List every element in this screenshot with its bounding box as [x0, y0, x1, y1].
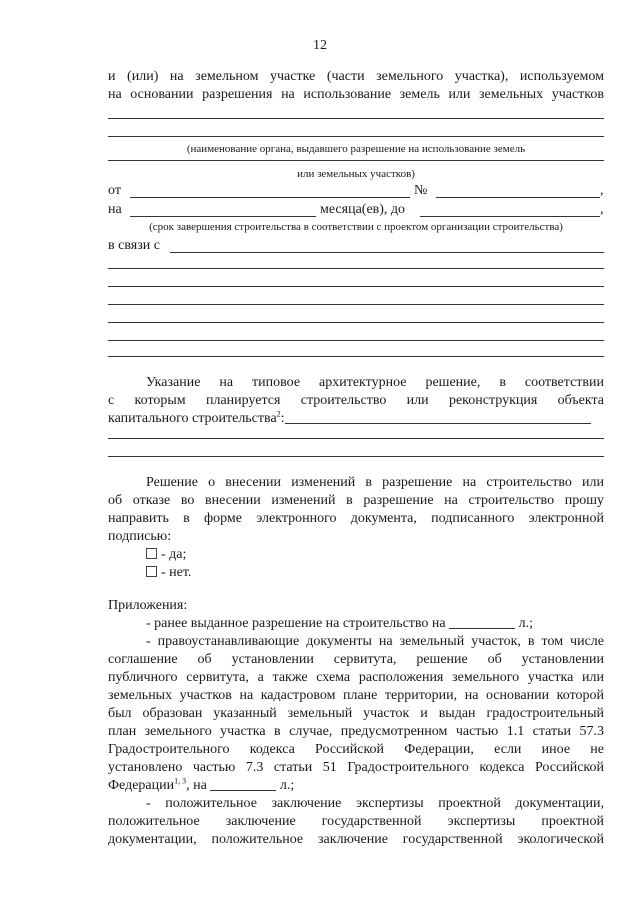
intro-line-1: и (или) на земельном участке (части земельного участка), используемом	[108, 69, 604, 84]
organ-fill-line-1	[108, 118, 604, 119]
checkbox-yes[interactable]	[146, 548, 157, 559]
appendix-item-2	[108, 633, 604, 795]
appendix-1-line: - ранее выданное разрешение на строительство на л.;	[146, 616, 534, 631]
months-label: месяца(ев), до	[320, 202, 406, 217]
appendix-2-line-5: был образован указанный земельный участок и выдан градостроительный	[108, 706, 604, 721]
from-label: от	[108, 183, 121, 198]
appendix-2-line-3: публичного сервитута, а также схема расположения земельного участка или	[108, 670, 604, 685]
option-yes-label: - да;	[161, 547, 187, 562]
reason-fill-line-1	[108, 268, 604, 269]
request-line-1: Решение о внесении изменений в разрешение на строительство или	[146, 475, 604, 490]
reason-fill-line-6	[108, 356, 604, 357]
appendix-2-pages-blank	[210, 778, 276, 791]
appendix-2-line-9: Федерации$^{1, 3}$, на л.;	[108, 776, 295, 793]
page-number: 12	[313, 38, 327, 53]
typical-line-2: с которым планируется строительство или реконструкция объекта	[108, 393, 604, 408]
typical-line-3: капитального строительства$^2$:	[108, 410, 604, 428]
request-line-3: направить в форме электронного документа, подписанного электронной	[108, 511, 604, 526]
footnote-ref: 2	[276, 409, 281, 419]
appendix-2-line-1: - правоустанавливающие документы на земельный участок, в том числе	[146, 634, 604, 649]
typical-line-1: Указание на типовое архитектурное решение, в соответствии	[146, 375, 604, 390]
appendix-2-line-7: Градостроительного кодекса Российской Федерации, если иное не	[108, 742, 604, 757]
reason-fill-line-3	[108, 304, 604, 305]
reason-label: в связи с	[108, 238, 160, 253]
request-line-4: подписью:	[108, 529, 172, 544]
reason-fill-line-5	[108, 340, 604, 341]
appendix-2-line-8: установлено частью 7.3 статьи 51 Градостроительного кодекса Российской	[108, 760, 604, 775]
option-no[interactable]	[146, 564, 191, 582]
typical-blank	[285, 411, 591, 424]
option-no-label: - нет.	[161, 565, 192, 580]
appendix-item-3	[108, 795, 604, 849]
organ-caption-1: (наименование органа, выдавшего разрешение на использование земель	[186, 143, 526, 155]
request-line-2: об отказе во внесении изменений в разрешение на строительство прошу	[108, 493, 604, 508]
option-yes[interactable]	[146, 546, 186, 564]
typical-fill-line-1	[108, 438, 604, 439]
appendix-3-line-3: документации, положительное заключение государственной экологической	[108, 832, 604, 847]
typical-decision-paragraph	[108, 374, 604, 428]
typical-fill-line-2	[108, 456, 604, 457]
appendix-2-line-6: план земельного участка в случае, предусмотренном частью 1.1 статьи 57.3	[108, 724, 604, 739]
reason-blank	[170, 252, 604, 253]
document-page: 12 и (или) на земельном участке (части земельного участка), используемом на основании разрешения на использование земель или земельных участков (наименование органа, выдавшего разрешение на использование земель или земельных участков) от № , на месяца(ев), до , (срок завершения строительства в соответствии с проектом организации строительства) в связи с Указание на типовое архитектурное решение, в соответствии с которым планируется строительство или реконструкция объекта капитального строительства$^2$: Решение о внесении изменений в разрешение на строительство или об отказе во внесении изменений в разрешение на строительство прошу направить в форме электронного документа, подписанного электронной подписью: - да; - нет. Приложения: - ранее выданное разрешение на строительство на л.; - правоустанавливающие документы на земельный участок, в том числе соглашение об установлении сервитута, решение об установлении публичного сервитута, а также схема расположения земельного участка или земельных участков на кадастровом плане территории, на основании которой был образован указанный земельный участок и выдан градостроительный план земельного участка в случае, предусмотренном частью 1.1 статьи 57.3 Градостроительного кодекса Российской Федерации, если иное не установлено частью 7.3 статьи 51 Градостроительного кодекса Российской Федерации$^{1, 3}$, на л.; - положительное заключение экспертизы проектной документации, положительное заключение государственной экспертизы проектной документации, положительное заключение государственной экологической	[0, 0, 640, 905]
intro-line-2: на основании разрешения на использование земель или земельных участков	[108, 87, 604, 102]
appendices-heading: Приложения:	[108, 598, 188, 613]
on-label: на	[108, 202, 122, 217]
decision-request-paragraph	[108, 474, 604, 546]
appendix-1-pages-blank	[449, 616, 515, 629]
reason-fill-line-2	[108, 286, 604, 287]
appendix-2-line-4: земельных участков на кадастровом плане территории, на основании которой	[108, 688, 604, 703]
organ-caption-2: или земельных участков)	[297, 168, 415, 180]
appendix-3-line-2: положительное заключение государственной экспертизы проектной	[108, 814, 604, 829]
organ-fill-line-2	[108, 136, 604, 137]
organ-fill-line-3	[108, 160, 604, 161]
footnote-refs: 1, 3	[174, 776, 187, 786]
until-date-blank	[420, 216, 600, 217]
date-blank	[130, 197, 410, 198]
checkbox-no[interactable]	[146, 566, 157, 577]
appendix-item-1	[108, 615, 604, 633]
months-blank	[130, 216, 316, 217]
number-label: №	[414, 183, 428, 198]
appendix-3-line-1: - положительное заключение экспертизы проектной документации,	[146, 796, 604, 811]
reason-fill-line-4	[108, 322, 604, 323]
appendix-2-line-2: соглашение об установлении сервитута, решение об установлении	[108, 652, 604, 667]
term-caption: (срок завершения строительства в соответствии с проектом организации строительства)	[149, 221, 563, 233]
number-blank	[436, 197, 600, 198]
intro-paragraph	[108, 68, 604, 104]
